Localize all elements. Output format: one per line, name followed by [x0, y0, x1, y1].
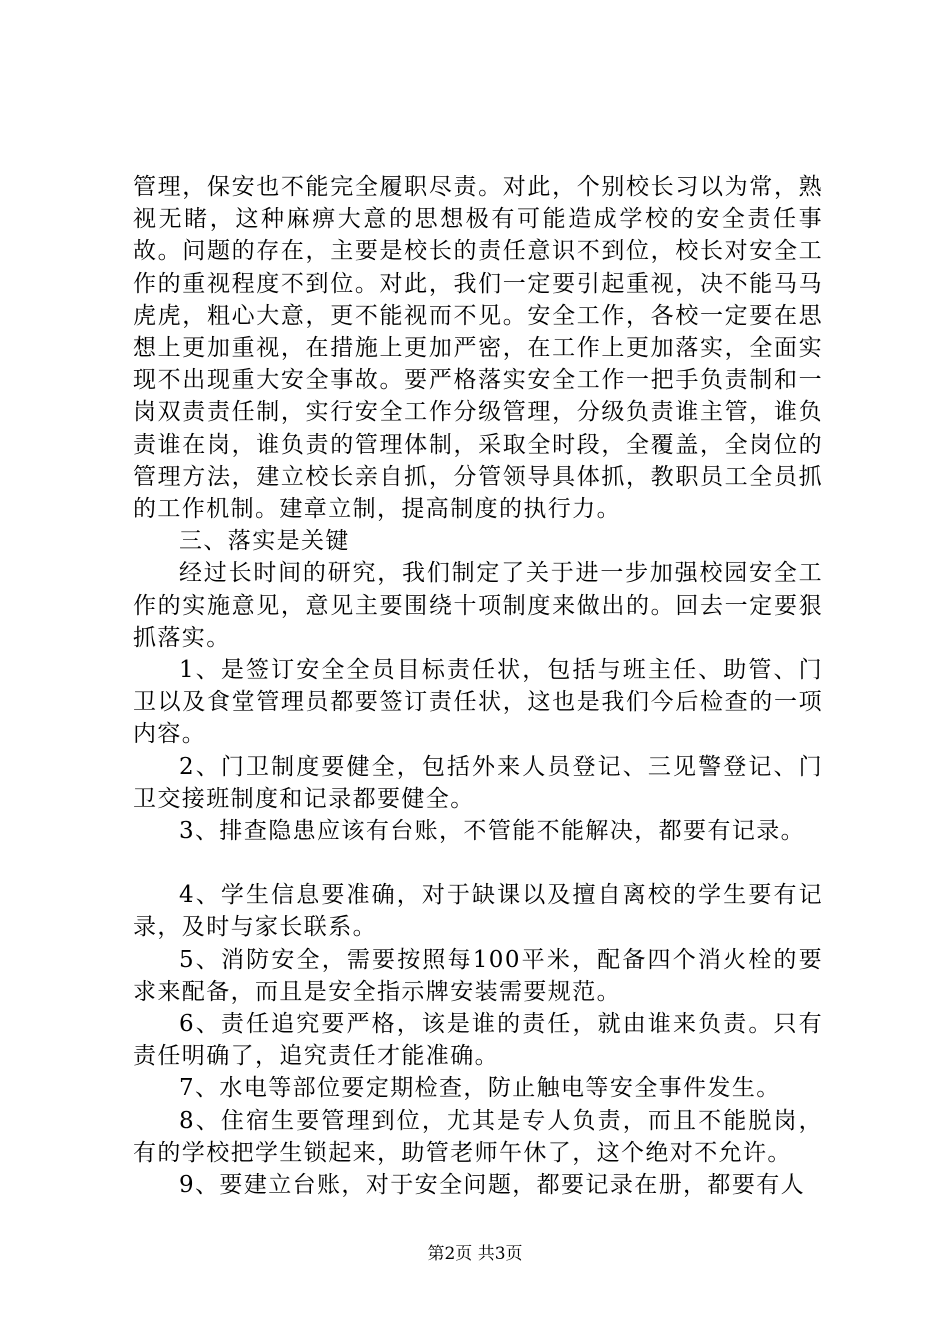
list-item-4: 4、学生信息要准确，对于缺课以及擅自离校的学生要有记录，及时与家长联系。 [133, 882, 823, 941]
paragraph-intro: 经过长时间的研究，我们制定了关于进一步加强校园安全工作的实施意见，意见主要围绕十项制度来做出的。回去一定要狠抓落实。 [133, 560, 823, 651]
list-item-9: 9、要建立台账，对于安全问题，都要记录在册，都要有人 [179, 1172, 806, 1199]
list-item-8: 8、住宿生要管理到位，尤其是专人负责，而且不能脱岗，有的学校把学生锁起来，助管老师午休了，这个绝对不允许。 [133, 1107, 823, 1166]
list-item-6: 6、责任追究要严格，该是谁的责任，就由谁来负责。只有责任明确了，追究责任才能准确。 [133, 1011, 823, 1070]
page-footer: 第2页 共3页 [427, 1244, 523, 1264]
list-item-3: 3、排查隐患应该有台账，不管能不能解决，都要有记录。 [179, 818, 806, 845]
paragraph-continuation: 管理，保安也不能完全履职尽责。对此，个别校长习以为常，熟视无睹，这种麻痹大意的思想极有可能造成学校的安全责任事故。问题的存在，主要是校长的责任意识不到位，校长对安全工作的重视程度不到位。对此，我们一定要引起重视，决不能马马虎虎，粗心大意，更不能视而不见。安全工作，各校一定要在思想上更加重视，在措施上更加严密，在工作上更加落实，全面实现不出现重大安全事故。要严格落实安全工作一把手负责制和一岗双责责任制，实行安全工作分级管理，分级负责谁主管，谁负责谁在岗，谁负责的管理体制，采取全时段，全覆盖，全岗位的管理方法，建立校长亲自抓，分管领导具体抓，教职员工全员抓的工作机制。建章立制，提高制度的执行力。 [133, 174, 823, 523]
list-item-7: 7、水电等部位要定期检查，防止触电等安全事件发生。 [179, 1075, 781, 1102]
list-item-2: 2、门卫制度要健全，包括外来人员登记、三见警登记、门卫交接班制度和记录都要健全。 [133, 753, 823, 812]
section-heading: 三、落实是关键 [179, 528, 350, 555]
document-body [133, 171, 823, 1201]
list-item-1: 1、是签订安全全员目标责任状，包括与班主任、助管、门卫以及食堂管理员都要签订责任状，这也是我们今后检查的一项内容。 [133, 657, 823, 748]
list-item-5: 5、消防安全，需要按照每100平米，配备四个消火栓的要求来配备，而且是安全指示牌安装需要规范。 [133, 946, 823, 1005]
